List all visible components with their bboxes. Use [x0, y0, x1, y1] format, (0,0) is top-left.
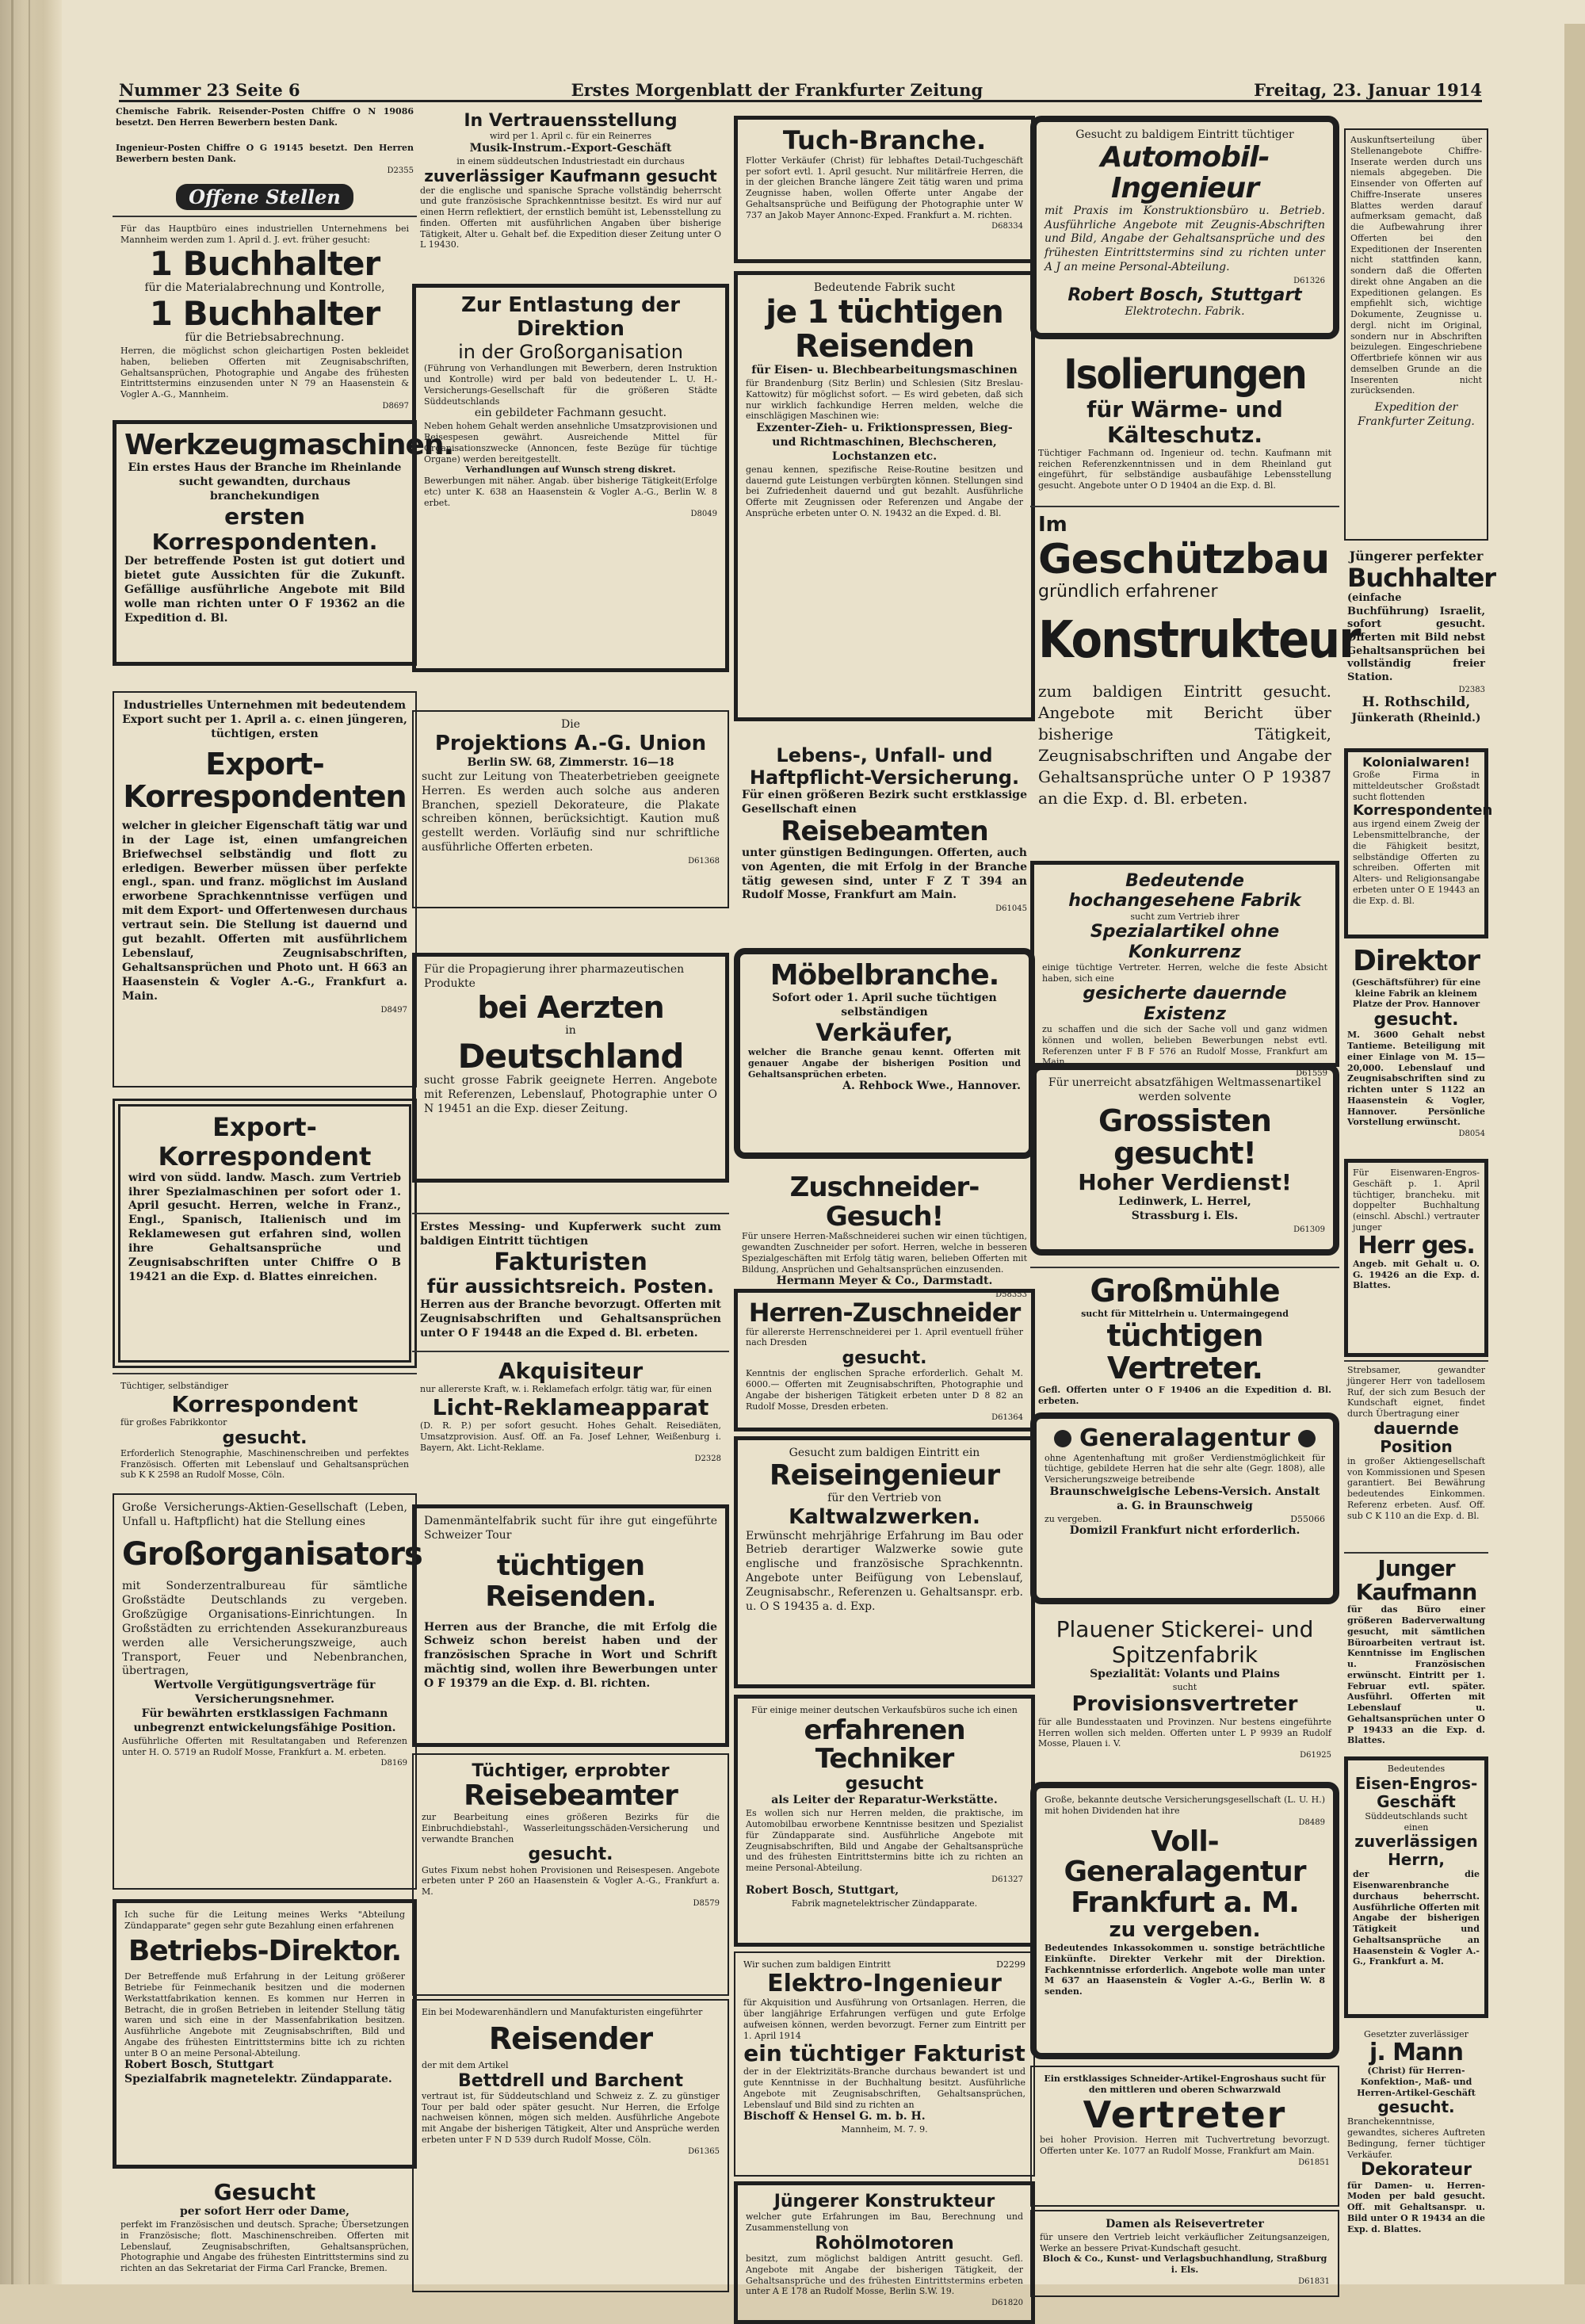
notice-text: Ingenieur-Posten Chiffre O G 19145 besetzt. Den Herren Bewerbern besten Dank. [116, 143, 414, 164]
ad-body: sucht für Mittelrhein u. Untermaingegend [1081, 1309, 1289, 1320]
ad-body: für das Büro einer größeren Baderverwaltung gesucht, mit sämtlichen Büroarbeiten vertraut ist. Kenntnisse im Englischen u. Französischen erwünscht. Eintritt per 1. Februar evtl. später. Ausführl. Offerten mit Lebenslauf u. Gehaltsansprüchen unter O P 19433 an die Exp. d. Blattes. [1347, 1604, 1485, 1746]
ad-title: Betriebs-Direktor. [128, 1934, 402, 1967]
ad-body: Exzenter-Zieh- u. Friktionspressen, Bieg- und Richtmaschinen, Blechscheren, Lochstanzen etc. [756, 422, 1013, 463]
ad-body: Erwünscht mehrjährige Erfahrung im Bau oder Betrieb derartiger Walzwerke sowie gute englische und französische Sprachkenntn. Angebote unter Beifügung von Lebenslauf, Zeugnisabschr., Referenzen u. Gehaltsanspr. erb. u. O S 19435 a. d. Exp. [746, 1529, 1023, 1614]
ad-title: Korrespondenten [1353, 801, 1493, 819]
ad-schneider-vertreter [1030, 2066, 1339, 2207]
ad-body: Bedeutendes Inkassokommen u. sonstige beträchtliche Einkünfte. Direkter Verkehr mit der Direktion. Fachkenntnisse erforderlich. Angebote wolle man unter M 637 an Haasenstein & Vogler A.-G., Berlin W. 8 senden. [1045, 1943, 1325, 1997]
ad-title: Hoher Verdienst! [1078, 1168, 1292, 1195]
ad-intro: Wir suchen zum baldigen Eintritt [743, 1959, 891, 1970]
ad-signature: H. Rothschild, [1362, 694, 1471, 711]
ad-body: Für Eisenwaren-Engros-Geschäft p. 1. April tüchtiger, brancheku. mit doppelter Buchhaltung (einschl. Abschl.) vertrauter junger [1353, 1168, 1480, 1233]
ad-body: vertraut ist, für Süddeutschland und Schweiz z. Z. zu günstiger Tour per bald oder später gesucht. Nur Herren, die Erfolge nachweisen können, mögen sich melden. Ausführliche Angebote mit Angabe der bisherigen Tätigkeit, Alter und Ansprüche werden erbeten unter F N D 539 durch Rudolf Mosse, Cöln. [422, 2090, 720, 2145]
ad-tuch-branche [734, 116, 1035, 263]
section-title: Offene Stellen [176, 184, 353, 210]
ad-intro: Industrielles Unternehmen mit bedeutendem Export sucht per 1. April a. c. einen jüngeren, tüchtigen, ersten [122, 699, 407, 740]
ad-export-korrespondent [113, 1099, 417, 1368]
ad-code: D61364 [991, 1413, 1023, 1423]
ad-body: Ein erstes Haus der Branche im Rheinlande sucht gewandten, durchaus branchekundigen [128, 461, 402, 503]
ad-subtitle: in [565, 1023, 576, 1037]
ad-dauernde-position [1344, 1360, 1488, 1544]
ad-body: Große, bekannte deutsche Versicherungsgesellschaft (L. U. H.) mit hohen Dividenden hat ihre [1045, 1795, 1325, 1816]
ad-damen-reisevertreter [1030, 2210, 1339, 2297]
ad-title: gesucht. [1373, 1010, 1459, 1030]
ad-title-row [1045, 1425, 1325, 1453]
ad-body: M. 3600 Gehalt nebst Tantieme. Beteiligung mit einer Einlage von M. 15—20,000. Lebenslauf und Zeugnisabschriften sind zu richten unter S 1122 an Haasenstein & Vogler, Hannover. Persönliche Vorstellung erwünscht. [1347, 1030, 1485, 1128]
ad-body: (Geschäftsführer) für eine kleine Fabrik an kleinem Platze der Prov. Hannover [1351, 977, 1481, 1010]
ad-title: Isolierungen [1064, 351, 1306, 399]
ad-title: In Vertrauensstellung [464, 111, 678, 131]
ad-signature: Robert Bosch, Stuttgart [1067, 285, 1302, 306]
ad-title: 1 Buchhalter [149, 293, 380, 333]
ad-intro: Tüchtiger, selbständiger [120, 1381, 228, 1391]
ad-code: D8054 [1458, 1130, 1485, 1139]
ad-subtitle: ein gebildeter Fachmann gesucht. [474, 407, 667, 420]
ad-code: D2299 [996, 1959, 1025, 1970]
ad-betriebs-direktor [113, 1899, 417, 2169]
notice [113, 105, 417, 141]
ad-title: Zur Entlastung der Direktion [460, 293, 681, 341]
ad-body: Ausführliche Offerten mit Resultatangaben und Referenzen unter H. O. 5719 an Rudolf Mosse, Frankfurt a. M. erbeten. [122, 1735, 407, 1757]
ad-techniker [734, 1695, 1035, 1947]
ad-code: D61327 [991, 1875, 1023, 1884]
ad-subtitle: für großes Fabrikkontor [120, 1416, 227, 1428]
ad-title: Vertreter [1083, 2093, 1287, 2136]
ad-body: welcher die Branche genau kennt. Offerten mit genauer Angabe der bisherigen Position und Gehaltsansprüchen erbeten. [748, 1047, 1021, 1080]
ad-body: Herren, die möglichst schon gleichartigen Posten bekleidet haben, belieben Offerten mit Zeugnisabschriften, Gehaltsansprüchen, Photographie und Angabe des frühesten Eintrittstermins einzusenden unter N 79 an Haasenstein & Vogler A.-G., Mannheim. [120, 346, 409, 400]
ad-body: Der Betreffende muß Erfahrung in der Leitung größerer Betriebe für Feinmechanik besitzen und die modernen Werkstattfabrikation kennen. Es kommen nur Herren in Betracht, die in großen Betrieben in leitender Stellung tätig waren und sich eine in der Massenfabrikation besitzen. Ausführliche Angebote mit Zeugnisabschriften, Bild und Angabe des frühesten Eintrittstermins bitte ich zu richten unter B O an meine Personal-Abteilung. [124, 1971, 405, 2058]
ad-title: dauernde Position [1373, 1418, 1459, 1456]
ad-code: D8497 [380, 1005, 407, 1015]
ad-title: Herren-Zuschneider [748, 1298, 1021, 1328]
ad-moebelbranche [734, 948, 1035, 1159]
ad-title: gesucht [845, 1774, 924, 1795]
ad-title: Reisender [488, 2020, 653, 2056]
ad-code: D2328 [694, 1454, 721, 1464]
ad-body: Wertvolle Vergütigungsverträge für Versicherungsnehmer. [154, 1679, 376, 1707]
ad-title: Bedeutende hochangesehene Fabrik [1068, 871, 1301, 912]
ad-title: gesucht. [222, 1428, 307, 1448]
ad-body: (Führung von Verhandlungen mit Bewerbern, deren Instruktion und Kontrolle) wird per bald von bedeutender L. U. H.-Versicherungs-Gesellschaft für die größeren Städte Süddeutschlands [424, 363, 717, 407]
ad-title: Kaltwalzwerken. [789, 1504, 980, 1529]
ad-title: Möbelbranche. [770, 959, 999, 992]
ad-body: Angeb. mit Gehalt u. O. G. 19426 an die Exp. d. Blattes. [1353, 1258, 1480, 1291]
ad-title: tüchtigen Reisenden. [485, 1549, 656, 1613]
ad-body: (Christ) für Herren-Konfektion-, Maß- und Herren-Artikel-Geschäft [1357, 2066, 1476, 2098]
notice-text: Auskunftserteilung über Stellenangebote Chiffre-Inserate werden durch uns niemals abgegeben. Die Einsender von Offerten auf Chiffre-Inserate unseres Blattes werden darauf aufmerksam gemacht, daß die Aufbewahrung ihrer Offerten bei den Expeditionen der Inserenten nicht stattfinden kann, sondern daß die Offerten direkt ohne Angaben an die Expeditionen gelangen. Es empfiehlt sich, wichtige Dokumente, Zeugnisse u. dergl. nicht im Original, sondern nur in Abschriften beizulegen. Eingeschriebene Offertbriefe können wir aus demselben Grunde an die Inserenten nicht zurücksenden. [1350, 135, 1482, 396]
ad-intro: wird per 1. April c. für ein Reinerres [489, 131, 652, 142]
page-edge [1564, 24, 1585, 2284]
ad-title: Reisebeamter [464, 1779, 678, 1813]
ad-signature: Bischoff & Hensel G. m. b. H. [743, 2110, 926, 2123]
bullet-icon [1054, 1430, 1071, 1447]
header-title: Erstes Morgenblatt der Frankfurter Zeitung [571, 80, 983, 100]
ad-subtitle: Spezialität: Volants und Plains [1090, 1668, 1280, 1681]
ad-title: 1 Buchhalter [149, 243, 380, 283]
ad-signature: Robert Bosch, Stuttgart, [746, 1883, 899, 1897]
ad-body: der die Eisenwarenbranche durchaus beherrscht. Ausführliche Offerten mit Angabe der bisherigen Tätigkeit und Gehaltsansprüche an Haasenstein & Vogler A.-G., Frankfurt a. M. [1353, 1869, 1480, 1967]
ad-vertrauensstellung [412, 105, 729, 281]
ad-intro: Bedeutende Fabrik sucht [813, 281, 956, 294]
ad-body: Große Firma in mitteldeutscher Großstadt sucht flottenden [1353, 770, 1480, 802]
ad-grossorganisators [113, 1493, 422, 1890]
ad-title: Tuch-Branche. [782, 125, 987, 155]
ad-body: wird von südd. landw. Masch. zum Vertrieb ihrer Spezialmaschinen per sofort oder 1. April gesucht. Herren, welche in Franz., Engl., Spanisch, Italienisch und im Reklamewesen gut erfahren sind, wollen ihre Gehaltsansprüche und Zeugnisabschriften unter Chiffre O B 19421 an die Exp. d. Blattes einreichen. [128, 1171, 401, 1283]
ad-body: für unsere den Vertrieb leicht verkäuflicher Zeitungsanzeigen, Werke an bessere Privat-Kundschaft gesucht. [1040, 2231, 1330, 2253]
ad-zuschneider-gesuch [734, 1167, 1035, 1300]
ad-signature: A. Rehbock Wwe., Hannover. [842, 1080, 1021, 1093]
ad-signature: Ledinwerk, L. Herrel, [1118, 1195, 1251, 1209]
notice-text: Chemische Fabrik. Reisender-Posten Chiffre O N 19086 besetzt. Den Herren Bewerbern besten Dank. [116, 106, 414, 128]
ad-body: unter günstigen Bedingungen. Offerten, auch von Agenten, die mit Erfolg in der Branche tätig gewesen sind, unter F Z T 394 an Rudolf Mosse, Frankfurt am Main. [742, 846, 1027, 902]
ad-title: Korrespondent [171, 1390, 358, 1417]
ad-signature: Strassburg i. Els. [1131, 1209, 1239, 1222]
ad-body: aus irgend einem Zweig der Lebensmittelbranche, der die Fähigkeit besitzt, selbständige Offerten zu schreiben. Offerten mit Alters- und Religionsangabe erbeten unter O E 19443 an die Exp. d. Bl. [1353, 819, 1480, 906]
ad-body: nur allererste Kraft, w. i. Reklamefach erfolgr. tätig war, für einen [420, 1384, 712, 1395]
ad-intro: Ein erstklassiges Schneider-Artikel-Engroshaus sucht für den mittleren und oberen Schwarzwald [1044, 2074, 1326, 2095]
ad-title: Großmühle [1090, 1273, 1280, 1309]
ad-subtitle: für die Betriebsabrechnung. [185, 331, 345, 345]
ad-subtitle: für die Materialabrechnung und Kontrolle, [144, 281, 385, 294]
ad-buchhalter-rothschild [1344, 545, 1496, 743]
notice-signature: Expedition der Frankfurter Zeitung. [1358, 401, 1475, 428]
ad-body: Flotter Verkäufer (Christ) für lebhaftes Detail-Tuchgeschäft per sofort evtl. 1. April gesucht. Nur militärfreie Herren, die in der gleichen Branche längere Zeit tätig waren und prima Zeugnisse haben, wollen Offerte unter Angabe der Gehaltsansprüche und Beifügung der Photographie unter W 737 an Jakob Mayer Annonc-Exped. Frankfurt a. M. richten. [746, 155, 1023, 220]
ad-body: Neben hohem Gehalt werden ansehnliche Umsatzprovisionen und Reisespesen gewährt. Ausreichende Mittel für Organisationszwecke (Annoncen, feste Bezüge für tüchtige Organe) werden bereitgestellt. [424, 421, 717, 464]
ad-plauener-stickerei [1030, 1611, 1339, 1777]
ad-body: Es wollen sich nur Herren melden, die praktische, im Automobilbau erworbene Kenntnisse besitzen und Spezialist für Zündapparate sind. Ausführliche Angebote mit Zeugnisabschriften, Bild und Angabe der Gehaltsansprüche und des frühesten Eintrittstermins bitte ich zu richten an meine Personal-Abteilung. [746, 1808, 1023, 1874]
ad-body: Erforderlich Stenographie, Maschinenschreiben und perfektes Französisch. Offerten mit Lebenslauf und Gehaltsansprüchen sub K K 2598 an Rudolf Mosse, Cöln. [120, 1447, 409, 1481]
ad-reiseingenieur [734, 1436, 1035, 1688]
ad-intro: Gesetzter zuverlässiger [1364, 2029, 1469, 2039]
ad-code: D58353 [995, 1290, 1027, 1300]
ad-subtitle: für Eisen- u. Blechbearbeitungsmaschinen [751, 364, 1018, 377]
ad-body: (einfache Buchführung) Israelit, sofort gesucht. Offerten mit Bild nebst Gehaltsansprüchen bei vollständig freier Station. [1347, 592, 1485, 683]
ad-title: gesucht. [842, 1348, 927, 1369]
ad-title: Fakturisten [494, 1248, 647, 1276]
ad-eisenwaren-engros [1344, 1159, 1488, 1357]
ad-title: je 1 tüchtigen Reisenden [766, 293, 1003, 365]
page-header [119, 71, 1482, 102]
ad-subtitle: für Wärme- und Kälteschutz. [1087, 396, 1283, 448]
ad-title: Projektions A.-G. Union [434, 731, 707, 755]
ad-title: Grossisten gesucht! [1098, 1103, 1271, 1171]
ad-body: Kenntnis der englischen Sprache erforderlich. Gehalt M. 6000.— Offerten mit Zeugnisabschriften, Photographie und Angabe der bisherigen Tätigkeit erbeten unter D 8 82 an Rudolf Mosse, Dresden erbeten. [746, 1368, 1023, 1412]
ad-body: sucht grosse Fabrik geeignete Herren. Angebote mit Referenzen, Lebenslauf, Photographie unter O N 19451 an die Exp. dieser Zeitung. [424, 1074, 717, 1115]
ad-code: D68334 [991, 222, 1023, 231]
ad-title: Elektro-Ingenieur [767, 1969, 1002, 1997]
ad-voll-generalagentur [1030, 1782, 1339, 2059]
ad-title: Plauener Stickerei- und Spitzenfabrik [1056, 1616, 1314, 1668]
ad-title: Export-Korrespondenten [123, 746, 407, 814]
ad-code: D61851 [1298, 2158, 1330, 2167]
ad-intro: Im [1038, 513, 1067, 537]
ad-body: Süddeutschlands sucht einen [1365, 1810, 1468, 1833]
ad-body: Sofort oder 1. April suche tüchtigen selbständigen [772, 991, 997, 1019]
ad-signature: Mannheim, M. 7. 9. [841, 2124, 928, 2135]
ad-intro: Große Versicherungs-Aktien-Gesellschaft (Leben, Unfall u. Haftpflicht) hat die Stellung eines [122, 1501, 407, 1528]
ad-title: ersten Korrespondenten. [151, 503, 378, 555]
ad-haftpflicht [734, 739, 1035, 937]
ad-gesucht [113, 2173, 417, 2284]
ad-korrespondent [113, 1373, 417, 1492]
ad-body: Herren aus der Branche bevorzugt. Offerten mit Zeugnisabschriften und Gehaltsansprüchen unter O F 19448 an die Exped d. Bl. erbeten. [420, 1298, 721, 1340]
ad-akquisiteur [412, 1351, 729, 1493]
ad-code: D61045 [995, 904, 1027, 914]
ad-body: bei hoher Provision. Herren mit Tuchvertretung bevorzugt. Offerten unter Ke. 1077 an Rudolf Mosse, Frankfurt am Main. [1040, 2135, 1330, 2156]
ad-werkzeugmaschinen [113, 420, 454, 666]
ad-body: Für unerreicht absatzfähigen Weltmassenartikel werden solvente [1048, 1076, 1322, 1103]
ad-j-mann [1344, 2026, 1488, 2308]
ad-code: D61559 [1296, 1069, 1327, 1079]
ad-signature: Bloch & Co., Kunst- und Verlagsbuchhandlung, Straßburg i. Els. [1042, 2253, 1327, 2276]
ad-body: in großer Aktiengesellschaft von Kommissionen und Spesen garantiert. Bei Bewährung bedeutendes Einkommen. Referenz erbeten. Ausf. Off. sub C K 110 an die Exp. d. Bl. [1347, 1455, 1485, 1521]
ad-body: zum baldigen Eintritt gesucht. Angebote mit Bericht über bisherige Tätigkeit, Zeugnisabschriften und Angabe der Gehaltsansprüche unter O P 19387 an die Exp. d. Bl. erbeten. [1038, 681, 1331, 808]
ad-title: Großorganisators [122, 1535, 422, 1573]
ad-body: sucht [1172, 1682, 1197, 1693]
ad-intro: Gesucht zu baldigem Eintritt tüchtiger [1075, 128, 1294, 141]
ad-bottom-line [1045, 1514, 1325, 1525]
ad-body: welcher gute Erfahrungen im Bau, Berechnung und Zusammenstellung von [746, 2211, 1023, 2234]
ad-subtitle: gründlich erfahrener [1038, 582, 1218, 602]
ad-signature: Robert Bosch, Stuttgart [124, 2058, 274, 2072]
ad-signature: Fabrik magnetelektrischer Zündapparate. [791, 1898, 978, 1909]
ad-body: Verhandlungen auf Wunsch streng diskret. [465, 464, 676, 476]
ad-code: D55066 [1290, 1513, 1325, 1524]
ad-title: Automobil-Ingenieur [1100, 140, 1270, 204]
ad-signature: Spezialfabrik magnetelektr. Zündapparate. [124, 2073, 392, 2086]
ad-code: D8489 [1298, 1818, 1325, 1827]
ad-title: Buchhalter [1347, 563, 1496, 594]
ad-body: Der betreffende Posten ist gut dotiert und bietet gute Aussichten für die Zukunft. Gefällige ausführliche Angebote mit Bild wolle man richten unter O F 19362 an die Expedition d. Bl. [124, 554, 405, 625]
ad-title: Braunschweigische Lebens-Versich. Anstalt a. G. in Braunschweig [1049, 1485, 1320, 1512]
book-binding [0, 0, 62, 2284]
ad-body: ohne Agentenhaftung mit großer Verdienstmöglichkeit für tüchtige, gebildete Herren hat die sehr alte (Gegr. 1808), alle Versicherungszweige betreibende [1045, 1452, 1325, 1485]
ad-signature: Jünkerath (Rheinld.) [1351, 712, 1481, 725]
ad-herren-zuschneider [734, 1289, 1035, 1431]
ad-body: Für unsere Herren-Maßschneiderei suchen wir einen tüchtigen, gewandten Zuschneider per sofort. Herren, welche in besseren Spezialgeschäften mit Erfolg tätig waren, belieben Offerten mit Bildung, Ansprüchen und Gehaltsansprüchen einzusenden. [742, 1231, 1027, 1275]
ad-title: Voll-Generalagentur [1064, 1825, 1306, 1889]
ad-body: für alle Bundesstaaten und Provinzen. Nur bestens eingeführte Herren wollen sich melden. Offerten unter L P 9939 an Rudolf Mosse, Plauen i. V. [1038, 1716, 1331, 1749]
ad-kolonialwaren [1344, 748, 1493, 938]
ad-signature: Hermann Meyer & Co., Darmstadt. [776, 1275, 993, 1288]
ad-intro: Ich suche für die Leitung meines Werks "Abteilung Zündapparate" gegen sehr gute Bezahlung einen erfahrenen [124, 1909, 405, 1931]
ad-body: Strebsamer, gewandter jüngerer Herr von tadellosem Ruf, der sich zum Besuch der Kundschaft eignet, findet durch Übertragung einer [1347, 1365, 1485, 1419]
ad-title: Frankfurt a. M. [1071, 1886, 1299, 1920]
ad-title: Provisionsvertreter [1071, 1692, 1298, 1717]
ad-title: Kolonialwaren! [1362, 755, 1470, 770]
ad-subtitle: zu vergeben. [1109, 1918, 1261, 1943]
ad-body: welcher in gleicher Eigenschaft tätig war und in der Lage ist, einen umfangreichen Briefwechsel selbständig und flott zu erledigen. Bewerber müssen über perfekte engl., span. und franz. möglichst im Ausland erworbene Sprachkenntnisse verfügen und mit dem Export- und Offertenwesen durchaus vertraut sein. Die Stellung ist dauernd und gut bezahlt. Offerten mit ausführlichem Lebenslauf, Zeugnisabschriften, Gehaltsansprüchen und Photo unt. H 663 an Haasenstein & Vogler A.-G., Frankfurt a. Main. [122, 819, 407, 1003]
ad-title: gesucht. [528, 1844, 613, 1865]
ad-title: ein tüchtiger Fakturist [743, 2040, 1025, 2067]
ad-title: Gesucht [213, 2179, 316, 2205]
ad-title: Rohölmotoren [815, 2233, 954, 2253]
ad-body: Branchekenntnisse, gewandtes, sicheres Auftreten Bedingung, ferner tüchtiger Verkäufer. [1347, 2116, 1485, 2160]
ad-projektions-union [412, 710, 729, 908]
ad-body: Gutes Fixum nebst hohen Provisionen und Reisespesen. Angebote erbeten unter P 260 an Haasenstein & Vogler A.-G., Frankfurt a. M. [422, 1864, 720, 1898]
ad-intro: Erstes Messing- und Kupferwerk sucht zum baldigen Eintritt tüchtigen [420, 1221, 721, 1248]
ad-title: für aussichtsreich. Posten. [426, 1275, 715, 1298]
ad-junger-kaufmann [1344, 1552, 1488, 1750]
ad-title: gesicherte dauernde Existenz [1083, 984, 1287, 1024]
section-heading [113, 178, 417, 212]
ad-code: D61925 [1300, 1751, 1331, 1760]
ad-title: Reisebeamten [781, 816, 988, 847]
ad-body: Tüchtiger Fachmann od. Ingenieur od. techn. Kaufmann mit reichen Referenzkenntnissen und in dem Rheinland gut eingeführt, für selbständige ausbaufähige Lebensstellung gesucht. Angebote unter O D 19404 an die Exp. d. Bl. [1038, 447, 1331, 491]
bullet-icon [1298, 1430, 1316, 1447]
ad-code: D8049 [690, 510, 717, 519]
ad-body: Bewerbungen mit näher. Angab. über bisherige Tätigkeit(Erfolge etc) unter K. 638 an Haasenstein & Vogler A.-G., Berlin W. 8 erbet. [424, 476, 717, 508]
ad-intro: Für die Propagierung ihrer pharmazeutischen Produkte [424, 963, 685, 990]
ad-title: erfahrenen Techniker [804, 1714, 965, 1775]
ad-grossmuehle [1030, 1267, 1339, 1409]
ad-intro: Für einige meiner deutschen Verkaufsbüros suche ich einen [751, 1705, 1018, 1715]
ad-intro: Die [561, 718, 580, 731]
ad-intro: Damenmäntelfabrik sucht für ihre gut eingeführte Schweizer Tour [424, 1515, 717, 1542]
ad-body: mit Praxis im Konstruktionsbüro u. Betrieb. Ausführliche Angebote mit Zeugnis-Abschriften und Bild, Angabe der Gehaltsansprüche und des frühesten Eintrittstermins sind zu richten unter A J an meine Personal-Abteilung. [1045, 204, 1325, 274]
ad-body: für allererste Herrenschneiderei per 1. April eventuell früher nach Dresden [746, 1326, 1023, 1348]
ad-title: zuverlässiger Kaufmann gesucht [424, 166, 717, 185]
ad-intro: Für das Hauptbüro eines industriellen Unternehmens bei Mannheim werden zum 1. April d. J. evt. früher gesucht: [120, 224, 409, 245]
ad-automobil-ingenieur [1030, 116, 1339, 339]
ad-body: für Damen- u. Herren-Moden per bald gesucht. Off. mit Gehaltsanspr. u. Bild unter O R 19434 an die Exp. d. Blattes. [1347, 2180, 1485, 2234]
ad-export-korrespondenten [113, 691, 417, 1087]
ad-subtitle: Berlin SW. 68, Zimmerstr. 16—18 [467, 755, 674, 769]
ad-reisenden-schweiz [412, 1504, 729, 1747]
ad-entlastung-direktion [412, 284, 729, 672]
ad-body: der die englische und spanische Sprache vollständig beherrscht und gute französische Sprachkenntnisse besitzt. Es wird nur auf einen Herrn reflektiert, der ernstlich bemüht ist, Lebensstellung zu finden. Offerten mit ausführlichen Angaben über bisherige Tätigkeit, Alter u. Gehalt bef. die Expedition dieser Zeitung unter O L 19430. [420, 185, 721, 250]
ad-body: besitzt, zum möglichst baldigen Antritt gesucht. Gefl. Angebote mit Angabe der bisherigen Tätigkeit, der Gehaltsansprüche und des frühesten Eintrittstermins erbeten unter A E 178 an Rudolf Mosse, Berlin S.W. 19. [746, 2253, 1023, 2297]
ad-subtitle: per sofort Herr oder Dame, [179, 2205, 350, 2219]
ad-subtitle: als Leiter der Reparatur-Werkstätte. [771, 1794, 998, 1807]
ad-code: D61368 [688, 857, 720, 866]
ad-title: Verkäufer, [815, 1019, 953, 1047]
ad-title: Generalagentur [1079, 1424, 1290, 1452]
ad-title: Herr ges. [1358, 1231, 1475, 1259]
ad-generalagentur [1030, 1412, 1339, 1604]
ad-code: D8697 [382, 401, 409, 411]
ad-body: Für bewährten erstklassigen Fachmann unbegrenzt entwickelungsfähige Position. [133, 1707, 396, 1735]
ad-title: bei Aerzten [477, 989, 664, 1025]
ad-title: Lebens-, Unfall- und Haftpflicht-Versicherung. [749, 744, 1020, 789]
ad-title: zuverlässigen Herrn, [1354, 1832, 1478, 1870]
ad-title: Akquisiteur [498, 1358, 644, 1384]
ad-title: tüchtigen Vertreter. [1106, 1317, 1263, 1386]
ad-body: für Brandenburg (Sitz Berlin) und Schlesien (Sitz Breslau-Kattowitz) für möglichst sofort. — Es wird gebeten, daß sich nur wirklich fachkundige Herren melden, welche die einschlägigen Maschinen wie: [746, 378, 1023, 422]
ad-body: der in der Elektrizitäts-Branche durchaus bewandert ist und gute Kenntnisse in der Buchhaltung besitzt. Ausführliche Angebote mit Zeugnisabschriften, Gehaltsansprüchen, Lebenslauf und Bild sind zu richten an [743, 2066, 1025, 2110]
ad-title: Licht-Reklameapparat [432, 1393, 709, 1420]
ad-fakturisten [412, 1213, 729, 1347]
ad-title: Deutschland [457, 1036, 684, 1076]
ad-body: Gefl. Offerten unter O F 19406 an die Expedition d. Bl. erbeten. [1038, 1385, 1331, 1406]
ad-body: sucht zur Leitung von Theaterbetrieben geeignete Herren. Es werden auch solche aus anderen Branchen, speziell Dekorateure, die Plakate schreiben können, berücksichtigt. Kaution muß gestellt werden. Vorläufig sind nur schriftliche ausführliche Offerten erbeten. [422, 770, 720, 854]
header-date: Freitag, 23. Januar 1914 [1254, 80, 1482, 100]
notice [113, 141, 417, 173]
ad-konstrukteur-rohoel [734, 2181, 1035, 2324]
ad-title: Direktor [1352, 945, 1480, 977]
ad-body: sucht zum Vertrieb ihrer [1130, 911, 1239, 922]
ad-title: gesucht. [1377, 2097, 1455, 2117]
ad-title: Reiseingenieur [769, 1458, 1000, 1492]
ad-title: Konstrukteur [1038, 611, 1360, 671]
ad-body: für Akquisition und Ausführung von Ortsanlagen. Herren, die über langjährige Erfahrungen verfügen und gute Erfolge aufweisen können, werden bevorzugt. Ferner zum Eintritt per 1. April 1914 [743, 1997, 1025, 2041]
ad-top-line [743, 1959, 1025, 1970]
ad-bei-aerzten [412, 953, 729, 1183]
ad-title: Jüngerer Konstrukteur [773, 2192, 995, 2211]
ad-code: D8579 [693, 1898, 720, 1908]
ad-body: mit Sonderzentralbureau für sämtliche Großstädte Deutschlands zu vergeben. Großzügige Organisations-Einrichtungen. In Großstädten zu errichtenden Assekuranzbureaus werden alle Versicherungszweige, auch Transport, Feuer und Nebenbranchen, übertragen, [122, 1580, 407, 1678]
header-issue: Nummer 23 Seite 6 [119, 80, 300, 100]
ad-title: Dekorateur [1361, 2160, 1472, 2181]
ad-intro: Ein bei Modewarenhändlern und Manufakturisten eingeführter [422, 2007, 703, 2017]
ad-code: D61365 [688, 2146, 720, 2156]
ad-intro: Gesucht zum baldigen Eintritt ein [789, 1447, 980, 1459]
ad-body: Herren aus der Branche, die mit Erfolg die Schweiz schon bereist haben und der französischen Sprache in Wort und Schrift mächtig sind, wollen ihre Bewerbungen unter O F 19379 an die Exp. d. Bl. richten. [424, 1620, 717, 1691]
ad-title: Zuschneider-Gesuch! [789, 1172, 980, 1233]
ad-intro: Jüngerer perfekter [1349, 549, 1484, 564]
ad-subtitle: in der Großorganisation [458, 340, 683, 363]
ad-title: j. Mann [1369, 2038, 1463, 2066]
ad-body: zu schaffen und die sich der Sache voll und ganz widmen können und wollen, belieben Bewerbungen nebst evtl. Referenzen unter F B F 576 an Rudolf Mosse, Frankfurt am Main. [1042, 1024, 1327, 1068]
ad-elektro-ingenieur [734, 1951, 1035, 2177]
ad-code: D61326 [1293, 277, 1325, 286]
ad-code: D61309 [1293, 1225, 1325, 1234]
ad-reisebeamter [412, 1753, 729, 1996]
ad-body: einige tüchtige Vertreter. Herren, welche die feste Absicht haben, sich eine [1042, 961, 1327, 984]
ad-intro: Bedeutendes [1387, 1764, 1446, 1774]
ad-code: D2355 [387, 166, 414, 175]
ad-code: D8169 [380, 1759, 407, 1768]
ad-title: Bettdrell und Barchent [458, 2070, 683, 2091]
ad-code: D2383 [1458, 686, 1485, 695]
ad-body: (D. R. P.) per sofort gesucht. Hohes Gehalt. Reisediäten, Umsatzprovision. Ausf. Off. an Fa. Josef Lehner, Weißenburg i. Bayern, Akt. Licht-Reklame. [420, 1420, 721, 1453]
ad-title: Junger Kaufmann [1355, 1555, 1477, 1606]
ad-direktor [1344, 943, 1488, 1149]
ad-title: Werkzeugmaschinen. [124, 429, 454, 461]
ad-body: perfekt im Französischen und deutsch. Sprache; Übersetzungen in Französische; flott. Maschinenschreiben. Offerten mit Lebenslauf, Zeugnisabschriften, Gehaltsansprüchen, Photographie und Angabe des frühesten Eintrittstermins sind zu richten an das Sekretariat der Firma Carl Francke, Bremen. [120, 2219, 409, 2274]
ad-title: Damen als Reisevertreter [1106, 2218, 1264, 2230]
ad-body: Domizil Frankfurt nicht erforderlich. [1069, 1524, 1300, 1538]
ad-signature: Elektrotechn. Fabrik. [1125, 305, 1245, 319]
ad-spezialartikel [1030, 861, 1339, 1079]
ad-grossisten [1030, 1064, 1339, 1256]
ad-eisen-engros [1344, 1756, 1488, 2018]
ad-title: Spezialartikel ohne Konkurrenz [1090, 922, 1280, 962]
ad-reisenden-maschinen [734, 271, 1035, 721]
notice-expedition [1344, 128, 1488, 541]
ad-body: in einem süddeutschen Industriestadt ein durchaus [456, 155, 685, 166]
ad-title: Tüchtiger, erprobter [472, 1761, 670, 1781]
ad-geschuetzbau [1030, 506, 1360, 854]
ad-title: Eisen-Engros-Geschäft [1354, 1773, 1478, 1811]
ad-title: Musik-Instrum.-Export-Geschäft [469, 142, 672, 155]
ad-reisender-bettdrell [412, 1999, 729, 2292]
ad-body: der mit dem Artikel [422, 2059, 509, 2070]
ad-body: Für einen größeren Bezirk sucht erstklassige Gesellschaft einen [742, 789, 1027, 816]
ad-body: genau kennen, spezifische Reise-Routine besitzen und dauernd gute Leistungen verbürgten können. Stellungen sind bei Zufriedenheit dauernd und gut bezahlt. Ausführliche Offerte mit Zeugnissen oder Referenzen und Angabe der Ansprüche erbeten unter O. N. 19432 an die Exped. d. Bl. [746, 464, 1023, 518]
ad-title: Geschützbau [1038, 535, 1330, 583]
ad-code: D61831 [1298, 2276, 1330, 2286]
ad-subtitle: für den Vertrieb von [827, 1491, 941, 1504]
ad-code: D61820 [991, 2299, 1023, 2308]
ad-isolierungen [1030, 347, 1339, 503]
ad-body: zur Bearbeitung eines größeren Bezirks für die Einbruchdiebstahl-, Wasserleitungsschäden-Versicherung und verwandte Branchen [422, 1812, 720, 1844]
ad-body: zu vergeben. [1045, 1513, 1102, 1524]
ad-title: Export-Korrespondent [158, 1112, 372, 1172]
